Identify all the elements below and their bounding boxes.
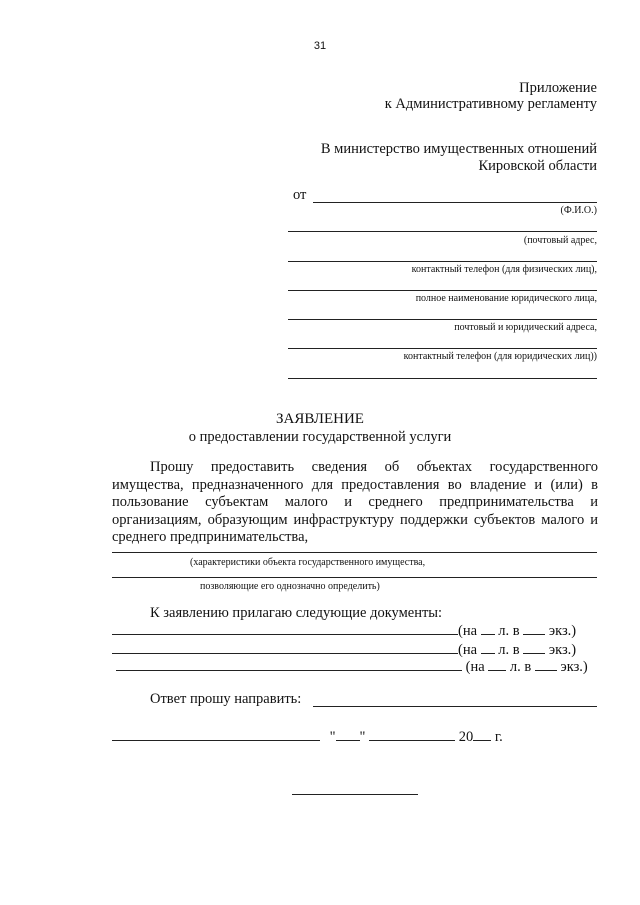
legal-name-hint: полное наименование юридического лица, bbox=[415, 293, 597, 304]
appendix-title: Приложение bbox=[519, 80, 597, 96]
pages-open: (на bbox=[465, 659, 485, 675]
document-subtitle: о предоставлении государственной услуги bbox=[188, 429, 452, 445]
pages-mid: л. в bbox=[509, 659, 532, 675]
response-label: Ответ прошу направить: bbox=[150, 691, 302, 707]
from-label: от bbox=[293, 187, 307, 203]
signature-field[interactable] bbox=[112, 728, 320, 741]
phone-legal-field[interactable] bbox=[288, 348, 597, 349]
identify-hint: позволяющие его однозначно определить) bbox=[200, 581, 380, 592]
copies-close: экз.) bbox=[548, 623, 577, 639]
attachment-row[interactable] bbox=[112, 622, 576, 640]
legal-name-field[interactable] bbox=[288, 290, 597, 291]
pages-count-field[interactable] bbox=[481, 623, 495, 635]
legal-address-hint: почтовый и юридический адреса, bbox=[454, 322, 597, 333]
copies-close: экз.) bbox=[560, 659, 588, 675]
request-text: Прошу предоставить сведения об объектах государственного имущества, предназначенного для предоставления во владение и (или) в пользование субъектам малого и среднего предпринимательства и организациям, образующим инфраструктуру поддержки субъектов малого и среднего предпринимательства, bbox=[112, 459, 598, 545]
attachment-name-field[interactable] bbox=[112, 641, 458, 654]
attachment-name-field[interactable] bbox=[112, 622, 458, 635]
appendix-subtitle: к Административному регламенту bbox=[384, 96, 597, 112]
page-number: 31 bbox=[313, 40, 327, 52]
legal-address-field[interactable] bbox=[288, 319, 597, 320]
day-field[interactable] bbox=[336, 729, 360, 741]
attachments-intro: К заявлению прилагаю следующие документы: bbox=[150, 605, 443, 621]
characteristics-field[interactable] bbox=[112, 552, 597, 553]
postal-address-field[interactable] bbox=[288, 231, 597, 232]
pages-count-field[interactable] bbox=[481, 642, 495, 654]
copies-count-field[interactable] bbox=[523, 642, 545, 654]
fio-hint: (Ф.И.О.) bbox=[560, 205, 597, 216]
extra-field[interactable] bbox=[288, 378, 597, 379]
copies-count-field[interactable] bbox=[523, 623, 545, 635]
addressee-line-1: В министерство имущественных отношений bbox=[320, 141, 597, 157]
document-title: ЗАЯВЛЕНИЕ bbox=[276, 411, 364, 427]
characteristics-hint: (характеристики объекта государственного имущества, bbox=[190, 557, 426, 568]
phone-legal-hint: контактный телефон (для юридических лиц)) bbox=[403, 351, 597, 362]
response-address-field[interactable] bbox=[313, 706, 597, 707]
copies-close: экз.) bbox=[548, 642, 577, 658]
attachment-row[interactable] bbox=[116, 658, 588, 676]
year-field[interactable] bbox=[473, 729, 491, 741]
postal-address-hint: (почтовый адрес, bbox=[523, 235, 597, 246]
addressee-line-2: Кировской области bbox=[478, 158, 597, 174]
phone-individual-field[interactable] bbox=[288, 261, 597, 262]
month-field[interactable] bbox=[369, 728, 455, 741]
characteristics-field-2[interactable] bbox=[112, 577, 597, 578]
phone-individual-hint: контактный телефон (для физических лиц), bbox=[411, 264, 597, 275]
quote-open: " bbox=[329, 729, 336, 745]
bottom-separator bbox=[292, 794, 418, 795]
attachment-row[interactable] bbox=[112, 641, 576, 659]
pages-open: (на bbox=[458, 623, 478, 639]
pages-count-field[interactable] bbox=[488, 659, 506, 671]
quote-close: " bbox=[359, 729, 366, 745]
pages-mid: л. в bbox=[498, 623, 520, 639]
attachment-name-field[interactable] bbox=[116, 658, 462, 671]
copies-count-field[interactable] bbox=[535, 659, 557, 671]
pages-open: (на bbox=[458, 642, 478, 658]
fio-field[interactable] bbox=[313, 202, 597, 203]
year-suffix: г. bbox=[494, 729, 503, 745]
request-paragraph bbox=[112, 459, 598, 547]
year-prefix: 20 bbox=[458, 729, 474, 745]
date-signature-row bbox=[112, 728, 503, 746]
pages-mid: л. в bbox=[498, 642, 520, 658]
